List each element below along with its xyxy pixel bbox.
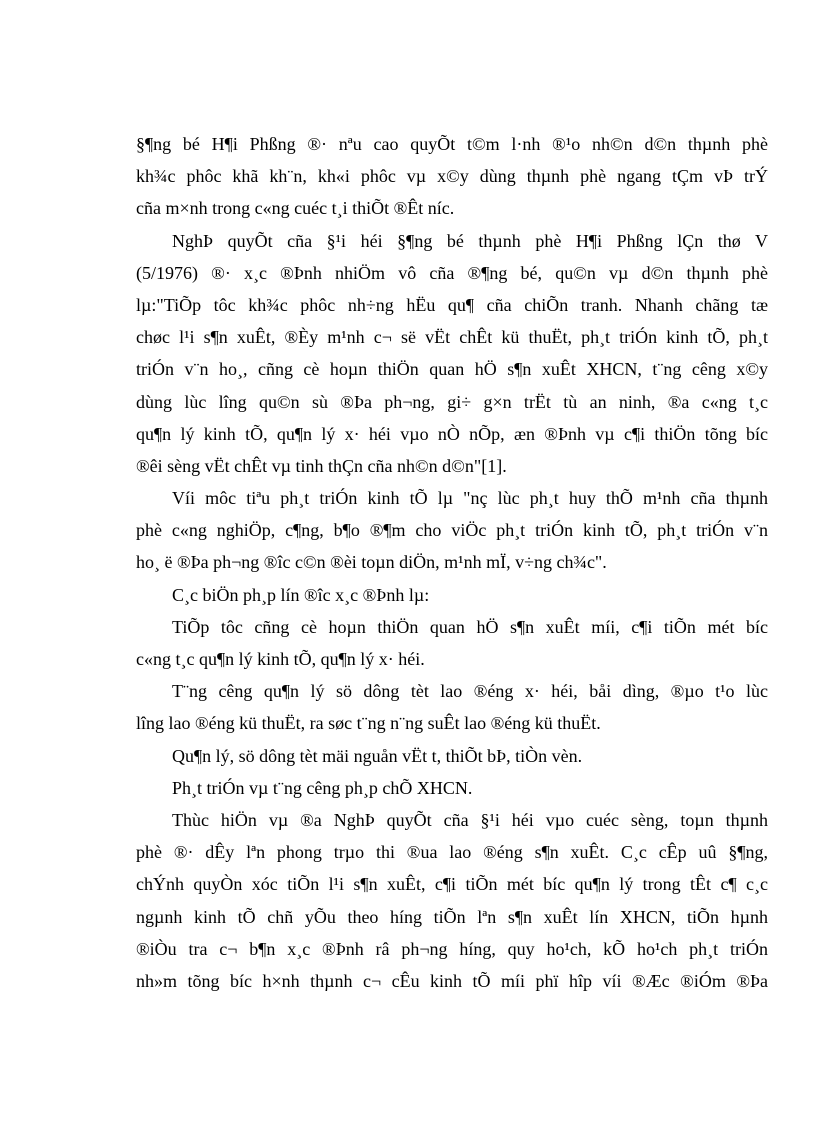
text-line: triÓn v¨n ho¸, cñng cè hoµn thiÖn quan hÖ s¶n xuÊt XHCN, t¨ng cêng x©y: [136, 359, 768, 380]
text-line: lîng lao ®éng kü thuËt, ra søc t¨ng n¨ng suÊt lao ®éng kü thuËt.: [136, 713, 601, 734]
text-line: dùng lùc lîng qu©n sù ®Þa ph¬ng, gi÷ g×n trËt tù an ninh, ®a c«ng t¸c: [136, 391, 768, 412]
paragraph-3: [136, 482, 768, 579]
text-line: NghÞ quyÕt cña §¹i héi §¶ng bé thµnh phè H¶i Phßng lÇn thø V: [172, 230, 768, 251]
text-line: (5/1976) ®· x¸c ®Þnh nhiÖm vô cña ®¶ng bé, qu©n vµ d©n thµnh phè: [136, 262, 768, 283]
text-line: nh»m tõng bíc h×nh thµnh c¬ cÊu kinh tÕ míi phï hîp víi ®Æc ®iÓm ®Þa: [136, 970, 768, 991]
paragraph-8: [136, 772, 768, 804]
text-line: Qu¶n lý, sö dông tèt mäi nguån vËt t, thiÕt bÞ, tiÒn vèn.: [172, 745, 583, 766]
text-line: Víi môc tiªu ph¸t triÓn kinh tÕ lµ "nç lùc ph¸t huy thÕ m¹nh cña thµnh: [172, 488, 768, 509]
paragraph-5: [136, 611, 768, 675]
text-line: ho¸ ë ®Þa ph¬ng ®îc c©n ®èi toµn diÖn, m¹nh mÏ, v÷ng ch¾c".: [136, 552, 607, 573]
text-line: Ph¸t triÓn vµ t¨ng cêng ph¸p chÕ XHCN.: [172, 777, 473, 798]
text-line: ngµnh kinh tÕ chñ yÕu theo híng tiÕn lªn s¶n xuÊt lín XHCN, tiÕn hµnh: [136, 906, 768, 927]
paragraph-2: [136, 225, 768, 483]
paragraph-6: [136, 675, 768, 739]
paragraph-7: [136, 740, 768, 772]
text-line: phè c«ng nghiÖp, c¶ng, b¶o ®¶m cho viÖc ph¸t triÓn kinh tÕ, ph¸t triÓn v¨n: [136, 520, 768, 541]
text-line: §¶ng bé H¶i Phßng ®· nªu cao quyÕt t©m l·nh ®¹o nh©n d©n thµnh phè: [136, 134, 768, 154]
text-line: T¨ng cêng qu¶n lý sö dông tèt lao ®éng x· héi, båi dìng, ®µo t¹o lùc: [172, 681, 768, 702]
paragraph-9: [136, 804, 768, 997]
text-line: kh¾c phôc khã kh¨n, kh«i phôc vµ x©y dùng thµnh phè ngang tÇm vÞ trÝ: [136, 166, 768, 187]
text-line: cña m×nh trong c«ng cuéc t¸i thiÕt ®Êt níc.: [136, 198, 455, 219]
paragraph-1: [136, 128, 768, 225]
text-line: c«ng t¸c qu¶n lý kinh tÕ, qu¶n lý x· héi.: [136, 649, 425, 669]
paragraph-4: [136, 579, 768, 611]
text-line: Thùc hiÖn vµ ®a NghÞ quyÕt cña §¹i héi vµo cuéc sèng, toµn thµnh: [172, 809, 768, 830]
text-line: ®êi sèng vËt chÊt vµ tinh thÇn cña nh©n d©n"[1].: [136, 455, 507, 476]
text-line: C¸c biÖn ph¸p lín ®îc x¸c ®Þnh lµ:: [172, 584, 430, 605]
text-line: chøc l¹i s¶n xuÊt, ®Èy m¹nh c¬ së vËt chÊt kü thuËt, ph¸t triÓn kinh tÕ, ph¸t: [136, 327, 768, 348]
text-line: lµ:"TiÕp tôc kh¾c phôc nh÷ng hËu qu¶ cña chiÕn tranh. Nhanh chãng tæ: [136, 294, 768, 315]
text-line: ®iÒu tra c¬ b¶n x¸c ®Þnh râ ph¬ng híng, quy ho¹ch, kÕ ho¹ch ph¸t triÓn: [136, 938, 768, 959]
text-line: qu¶n lý kinh tÕ, qu¶n lý x· héi vµo nÒ nÕp, æn ®Þnh vµ c¶i thiÖn tõng bíc: [136, 423, 768, 444]
text-line: TiÕp tôc cñng cè hoµn thiÖn quan hÖ s¶n xuÊt míi, c¶i tiÕn mét bíc: [172, 616, 768, 637]
document-page: [136, 128, 768, 997]
text-line: phè ®· dÊy lªn phong trµo thi ®ua lao ®éng s¶n xuÊt. C¸c cÊp uû §¶ng,: [136, 842, 768, 863]
text-line: chÝnh quyÒn xóc tiÕn l¹i s¶n xuÊt, c¶i tiÕn mét bíc qu¶n lý trong tÊt c¶ c¸c: [136, 874, 768, 895]
